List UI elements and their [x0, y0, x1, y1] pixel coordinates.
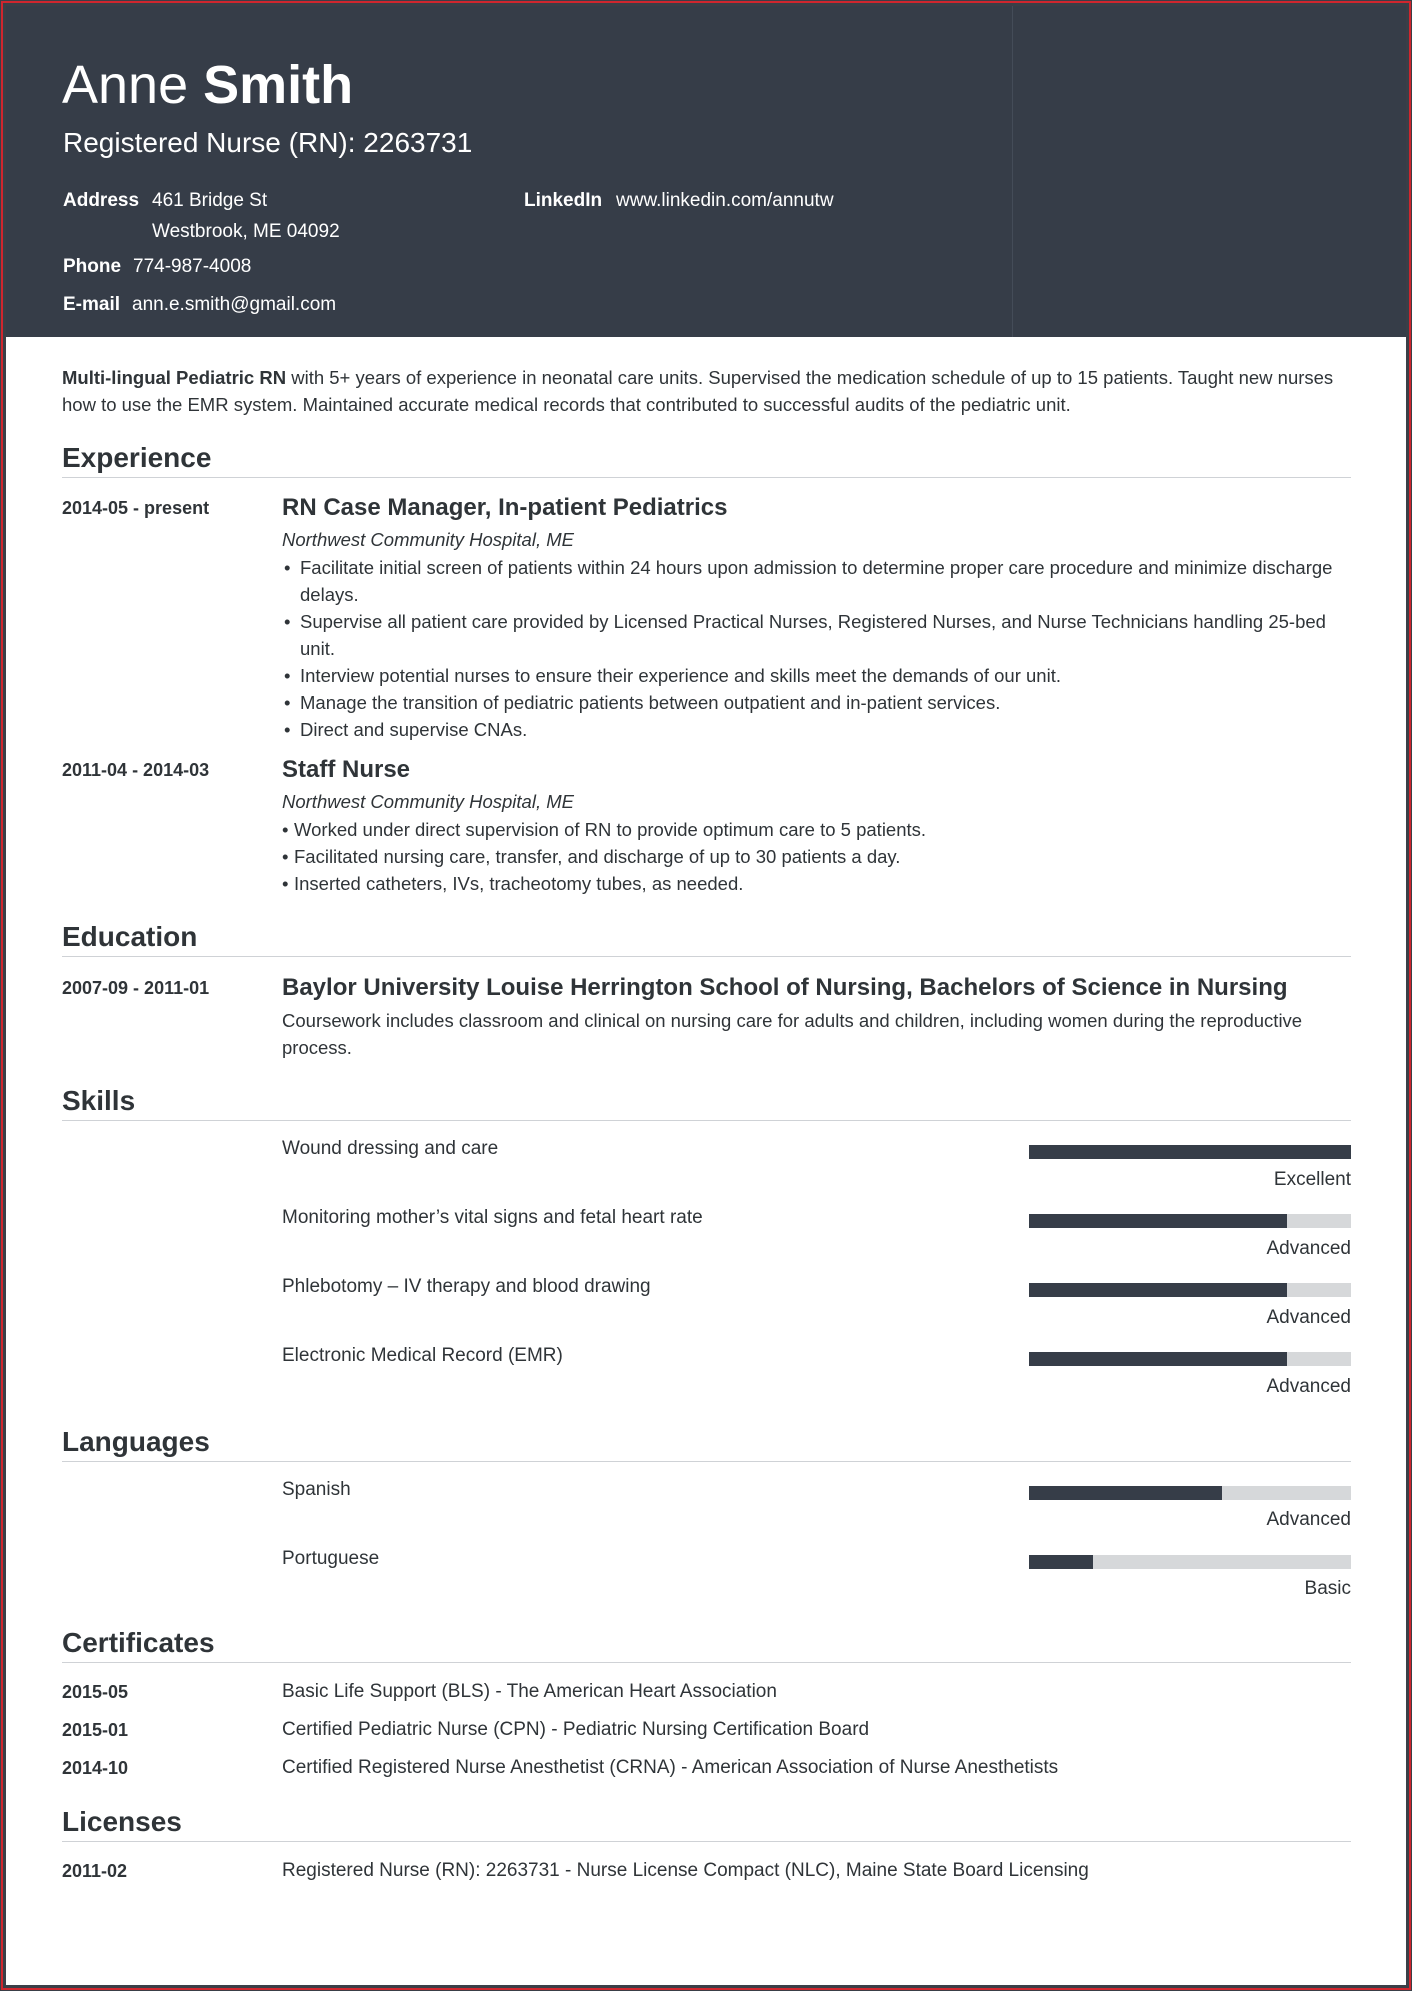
- email-label: E-mail: [63, 294, 121, 315]
- email-link[interactable]: ann.e.smith@gmail.com: [132, 294, 337, 315]
- skill-bar: [1029, 1352, 1351, 1366]
- resume-header: [6, 6, 1406, 337]
- list-item: • Facilitated nursing care, transfer, and discharge of up to 30 patients a day.: [282, 843, 1352, 870]
- headline: Registered Nurse (RN): 2263731: [63, 127, 473, 158]
- certificate-text: Certified Registered Nurse Anesthetist (CRNA) - American Association of Nurse Anesthetists: [282, 1757, 1059, 1778]
- list-item: • Direct and supervise CNAs.: [282, 716, 1352, 743]
- list-item: • Manage the transition of pediatric patients between outpatient and in-patient services.: [282, 689, 1352, 716]
- certificate-date: 2015-01: [62, 1720, 129, 1740]
- skill-bar: [1029, 1214, 1351, 1228]
- first-name: Anne: [62, 55, 189, 115]
- skill-bar: [1029, 1283, 1351, 1297]
- skill-name: Phlebotomy – IV therapy and blood drawing: [282, 1276, 651, 1297]
- language-name: Spanish: [282, 1479, 351, 1500]
- licenses-heading: Licenses: [62, 1805, 1351, 1842]
- professional-summary: [62, 364, 1352, 418]
- certificate-text: Certified Pediatric Nurse (CPN) - Pediatric Nursing Certification Board: [282, 1719, 870, 1740]
- summary-text: with 5+ years of experience in neonatal care units. Supervised the medication schedule of up to 15 patients. Taught new nurses how to use the EMR system. Maintained accurate medical records that contributed to successful audits of the pediatric unit.: [62, 367, 1334, 415]
- list-item: • Supervise all patient care provided by Licensed Practical Nurses, Registered Nurses, and Nurse Technicians handling 25-bed unit.: [282, 608, 1352, 662]
- language-bar: [1029, 1486, 1351, 1500]
- skill-name: Wound dressing and care: [282, 1138, 499, 1159]
- job-dates: 2011-04 - 2014-03: [62, 760, 210, 780]
- list-item: • Interview potential nurses to ensure their experience and skills meet the demands of our unit.: [282, 662, 1352, 689]
- language-level: Basic: [1304, 1578, 1351, 1599]
- linkedin-label: LinkedIn: [524, 190, 603, 211]
- language-bar: [1029, 1555, 1351, 1569]
- job-dates: 2014-05 - present: [62, 498, 210, 518]
- skill-level: Advanced: [1266, 1307, 1351, 1328]
- certificate-date: 2015-05: [62, 1682, 129, 1702]
- candidate-name: [62, 54, 353, 116]
- job-bullets: [282, 816, 1352, 897]
- job-bullets: [282, 554, 1352, 743]
- linkedin-link[interactable]: www.linkedin.com/annutw: [616, 190, 834, 211]
- skill-name: Electronic Medical Record (EMR): [282, 1345, 563, 1366]
- address-label: Address: [63, 190, 140, 211]
- skills-heading: Skills: [62, 1084, 1351, 1121]
- language-bar-fill: [1029, 1486, 1222, 1500]
- education-dates: 2007-09 - 2011-01: [62, 978, 210, 998]
- list-item: • Inserted catheters, IVs, tracheotomy tubes, as needed.: [282, 870, 1352, 897]
- phone-label: Phone: [63, 256, 122, 277]
- skill-name: Monitoring mother’s vital signs and fetal heart rate: [282, 1207, 703, 1228]
- skill-bar-fill: [1029, 1214, 1287, 1228]
- skill-bar: [1029, 1145, 1351, 1159]
- license-date: 2011-02: [62, 1861, 128, 1881]
- certificate-date: 2014-10: [62, 1758, 129, 1778]
- job-title: RN Case Manager, In-patient Pediatrics: [282, 494, 728, 521]
- skill-bar-fill: [1029, 1145, 1351, 1159]
- education-description: Coursework includes classroom and clinical on nursing care for adults and children, including women during the reproductive process.: [282, 1010, 1303, 1058]
- language-level: Advanced: [1266, 1509, 1351, 1530]
- languages-heading: Languages: [62, 1425, 1351, 1462]
- last-name: Smith: [203, 55, 354, 115]
- skill-level: Excellent: [1273, 1169, 1351, 1190]
- experience-heading: Experience: [62, 441, 1351, 478]
- list-item: • Facilitate initial screen of patients within 24 hours upon admission to determine proper care procedure and minimize discharge delays.: [282, 554, 1352, 608]
- skill-level: Advanced: [1266, 1238, 1351, 1259]
- degree-title: Baylor University Louise Herrington School of Nursing, Bachelors of Science in Nursing: [282, 974, 1288, 1001]
- certificate-text: Basic Life Support (BLS) - The American Heart Association: [282, 1681, 777, 1702]
- skill-level: Advanced: [1266, 1376, 1351, 1397]
- address-line-2: Westbrook, ME 04092: [152, 221, 340, 242]
- job-title: Staff Nurse: [282, 756, 411, 783]
- language-name: Portuguese: [282, 1548, 380, 1569]
- address-line-1: 461 Bridge St: [152, 190, 268, 211]
- photo-placeholder: [1012, 6, 1407, 337]
- job-employer: Northwest Community Hospital, ME: [282, 791, 574, 812]
- job-employer: Northwest Community Hospital, ME: [282, 529, 574, 550]
- skill-bar-fill: [1029, 1283, 1287, 1297]
- summary-highlight: Multi-lingual Pediatric RN: [62, 367, 287, 388]
- license-text: Registered Nurse (RN): 2263731 - Nurse License Compact (NLC), Maine State Board Licensing: [282, 1860, 1089, 1881]
- education-heading: Education: [62, 920, 1351, 957]
- list-item: • Worked under direct supervision of RN to provide optimum care to 5 patients.: [282, 816, 1352, 843]
- certificates-heading: Certificates: [62, 1626, 1351, 1663]
- phone-value: 774-987-4008: [133, 256, 252, 277]
- language-bar-fill: [1029, 1555, 1093, 1569]
- skill-bar-fill: [1029, 1352, 1287, 1366]
